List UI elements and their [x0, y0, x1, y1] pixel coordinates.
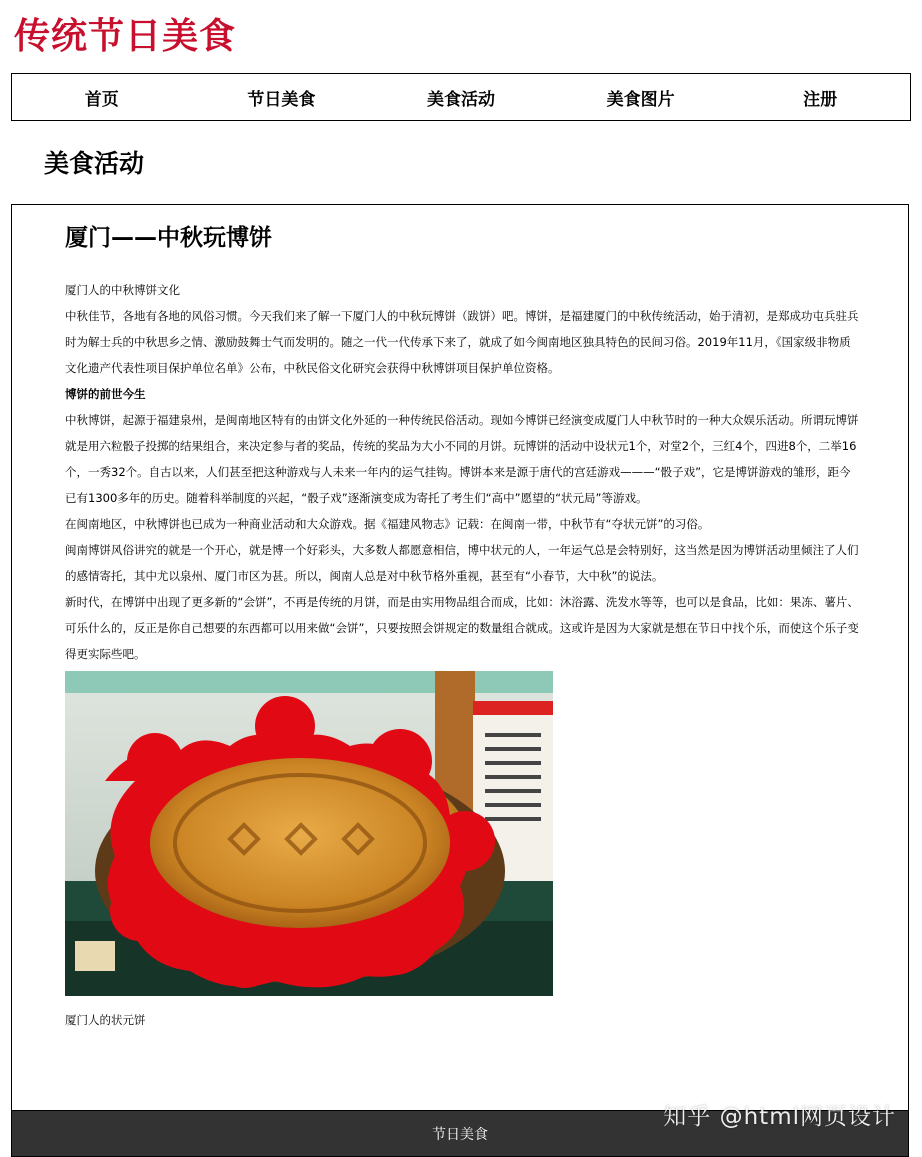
nav-item-register[interactable]: 注册	[803, 89, 838, 110]
article-paragraph: 闽南博饼风俗讲究的就是一个开心，就是博一个好彩头，大多数人都愿意相信，博中状元的人，一年运气总是会特别好，这当然是因为博饼活动里倾注了人们的感情寄托，其中尤以泉州、厦门市区为甚。所以，闽南人总是对中秋节格外重视，甚至有“小春节，大中秋”的说法。	[65, 543, 859, 583]
article-paragraph: 新时代，在博饼中出现了更多新的“会饼”，不再是传统的月饼，而是由实用物品组合而成，比如：沐浴露、洗发水等等，也可以是食品，比如：果冻、薯片、可乐什么的，反正是你自己想要的东西都可以用来做“会饼”，只要按照会饼规定的数量组合就成。这或许是因为大家就是想在节日中找个乐，而使这个乐子变得更实际些吧。	[65, 595, 859, 661]
site-logo[interactable]: 传统节日美食	[14, 16, 237, 57]
image-caption: 厦门人的状元饼	[65, 1013, 146, 1027]
article-content	[65, 277, 861, 1033]
article-paragraph: 中秋博饼，起源于福建泉州，是闽南地区特有的由饼文化外延的一种传统民俗活动。现如今博饼已经演变成厦门人中秋节时的一种大众娱乐活动。所谓玩博饼就是用六粒骰子投掷的结果组合，来决定参与者的奖品，传统的奖品为大小不同的月饼。玩博饼的活动中设状元1个，对堂2个，三红4个，四进8个，二举16个，一秀32个。自古以来，人们甚至把这种游戏与人未来一年内的运气挂钩。博饼本来是源于唐代的宫廷游戏———“骰子戏”，它是博饼游戏的雏形，距今已有1300多年的历史。随着科举制度的兴起，“骰子戏”逐渐演变成为寄托了考生们“高中”愿望的“状元局”等游戏。	[65, 413, 859, 505]
main-nav	[11, 73, 911, 121]
mooncake-photo	[65, 671, 553, 996]
zhihu-watermark: 知乎 @html网页设计	[663, 1104, 896, 1130]
mooncake-illustration	[65, 671, 553, 996]
article-subheading: 博饼的前世今生	[65, 387, 146, 401]
article-title: 厦门——中秋玩博饼	[65, 225, 272, 251]
section-title: 美食活动	[44, 149, 145, 178]
article-paragraph-intro: 厦门人的中秋博饼文化	[65, 283, 180, 297]
nav-item-festival-food[interactable]: 节日美食	[247, 89, 316, 110]
nav-item-food-pictures[interactable]: 美食图片	[606, 89, 675, 110]
nav-item-home[interactable]: 首页	[84, 89, 119, 110]
article-box	[11, 204, 909, 1110]
article-paragraph: 在闽南地区，中秋博饼也已成为一种商业活动和大众游戏。据《福建风物志》记载：在闽南一带，中秋节有“夺状元饼”的习俗。	[65, 517, 710, 531]
footer-text: 节日美食	[432, 1126, 488, 1143]
nav-item-food-activities[interactable]: 美食活动	[426, 89, 495, 110]
article-paragraph: 中秋佳节，各地有各地的风俗习惯。今天我们来了解一下厦门人的中秋玩博饼（跋饼）吧。博饼，是福建厦门的中秋传统活动，始于清初，是郑成功屯兵驻兵时为解士兵的中秋思乡之情、激励鼓舞士气而发明的。随之一代一代传承下来了，就成了如今闽南地区独具特色的民间习俗。2019年11月，《国家级非物质文化遗产代表性项目保护单位名单》公布，中秋民俗文化研究会获得中秋博饼项目保护单位资格。	[65, 309, 859, 375]
